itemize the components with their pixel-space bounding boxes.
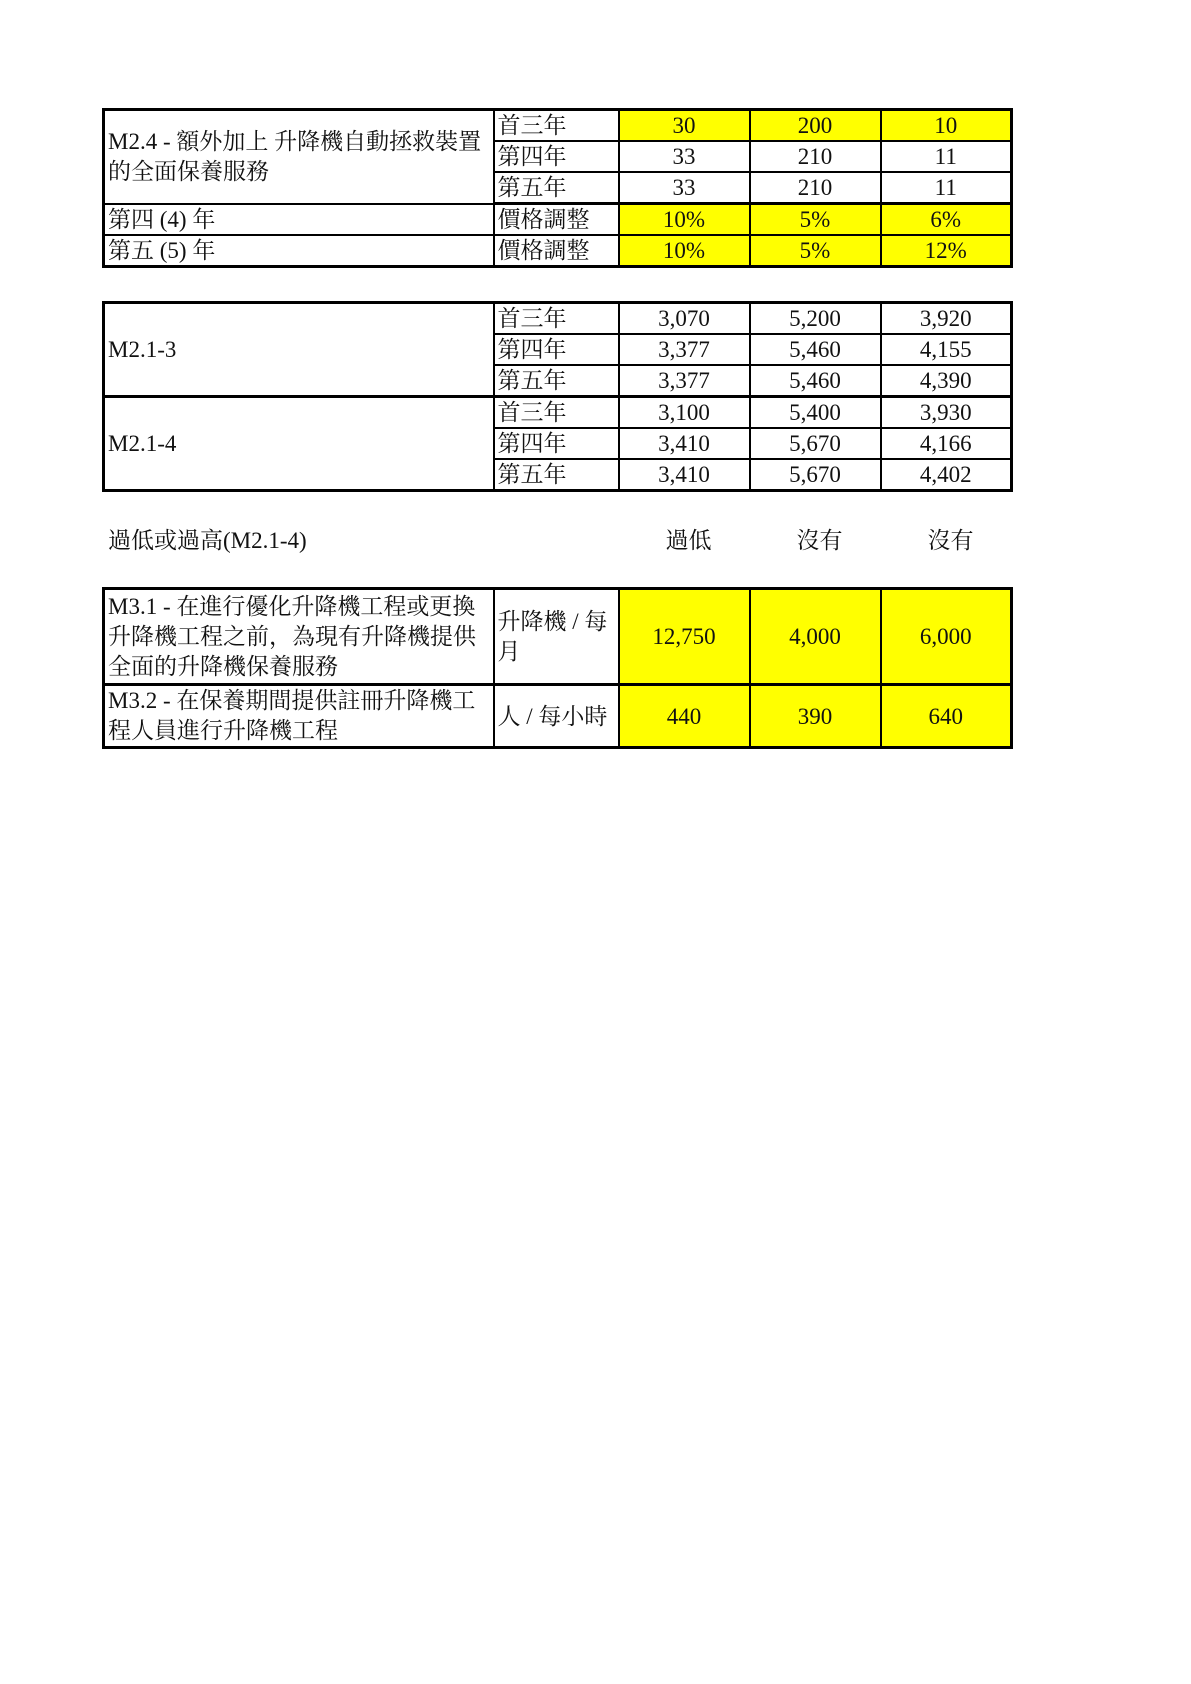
price-cell: 5,400	[750, 397, 881, 429]
price-cell: 210	[750, 141, 881, 172]
adjust-type-label: 價格調整	[494, 204, 619, 236]
price-cell: 11	[881, 141, 1012, 172]
remark-value: 沒有	[927, 528, 974, 553]
price-cell: 12,750	[619, 589, 750, 685]
m32-unit: 人 / 每小時	[494, 685, 619, 748]
period-label: 第五年	[494, 365, 619, 397]
price-cell: 5,460	[750, 365, 881, 397]
price-cell: 3,377	[619, 365, 750, 397]
remark-label: 過低或過高(M2.1-4)	[108, 528, 307, 553]
remark-value: 過低	[665, 528, 712, 553]
table-row	[104, 685, 1012, 748]
price-cell: 11	[881, 172, 1012, 204]
price-cell: 4,166	[881, 428, 1012, 459]
price-cell: 4,402	[881, 459, 1012, 491]
percent-cell: 6%	[881, 204, 1012, 236]
remark-value: 沒有	[796, 528, 843, 553]
m3-price-table	[102, 587, 1013, 749]
price-cell: 10	[881, 110, 1012, 142]
price-cell: 440	[619, 685, 750, 748]
period-label: 第五年	[494, 172, 619, 204]
percent-cell: 5%	[750, 204, 881, 236]
period-label: 首三年	[494, 303, 619, 335]
price-cell: 6,000	[881, 589, 1012, 685]
table-row	[104, 110, 1012, 142]
price-cell: 390	[750, 685, 881, 748]
price-cell: 3,377	[619, 334, 750, 365]
price-cell: 5,670	[750, 428, 881, 459]
m21-price-table	[102, 301, 1013, 492]
price-cell: 3,920	[881, 303, 1012, 335]
price-cell: 3,930	[881, 397, 1012, 429]
m213-label: M2.1-3	[104, 303, 494, 397]
period-label: 首三年	[494, 397, 619, 429]
m31-unit: 升降機 / 每月	[494, 589, 619, 685]
adjust-year-label: 第五 (5) 年	[104, 235, 494, 267]
price-cell: 33	[619, 172, 750, 204]
table-row	[104, 204, 1012, 236]
price-cell: 5,670	[750, 459, 881, 491]
price-cell: 210	[750, 172, 881, 204]
m214-remark-row	[0, 523, 1191, 559]
period-label: 第四年	[494, 141, 619, 172]
percent-cell: 10%	[619, 235, 750, 267]
price-cell: 3,410	[619, 428, 750, 459]
price-cell: 200	[750, 110, 881, 142]
m24-price-table	[102, 108, 1013, 268]
m31-label: M3.1 - 在進行優化升降機工程或更換升降機工程之前，為現有升降機提供全面的升降機保養服務	[104, 589, 494, 685]
period-label: 第四年	[494, 334, 619, 365]
m32-label: M3.2 - 在保養期間提供註冊升降機工程人員進行升降機工程	[104, 685, 494, 748]
adjust-type-label: 價格調整	[494, 235, 619, 267]
price-cell: 4,155	[881, 334, 1012, 365]
m24-label: M2.4 - 額外加上 升降機自動拯救裝置的全面保養服務	[104, 110, 494, 204]
table-row	[104, 303, 1012, 335]
period-label: 首三年	[494, 110, 619, 142]
price-cell: 640	[881, 685, 1012, 748]
price-cell: 5,460	[750, 334, 881, 365]
price-cell: 3,070	[619, 303, 750, 335]
percent-cell: 12%	[881, 235, 1012, 267]
price-cell: 33	[619, 141, 750, 172]
period-label: 第五年	[494, 459, 619, 491]
price-cell: 3,100	[619, 397, 750, 429]
m214-label: M2.1-4	[104, 397, 494, 491]
period-label: 第四年	[494, 428, 619, 459]
table-row	[104, 235, 1012, 267]
percent-cell: 10%	[619, 204, 750, 236]
adjust-year-label: 第四 (4) 年	[104, 204, 494, 236]
price-cell: 4,390	[881, 365, 1012, 397]
price-cell: 3,410	[619, 459, 750, 491]
table-row	[104, 589, 1012, 685]
price-cell: 4,000	[750, 589, 881, 685]
price-cell: 5,200	[750, 303, 881, 335]
percent-cell: 5%	[750, 235, 881, 267]
price-cell: 30	[619, 110, 750, 142]
table-row	[104, 397, 1012, 429]
